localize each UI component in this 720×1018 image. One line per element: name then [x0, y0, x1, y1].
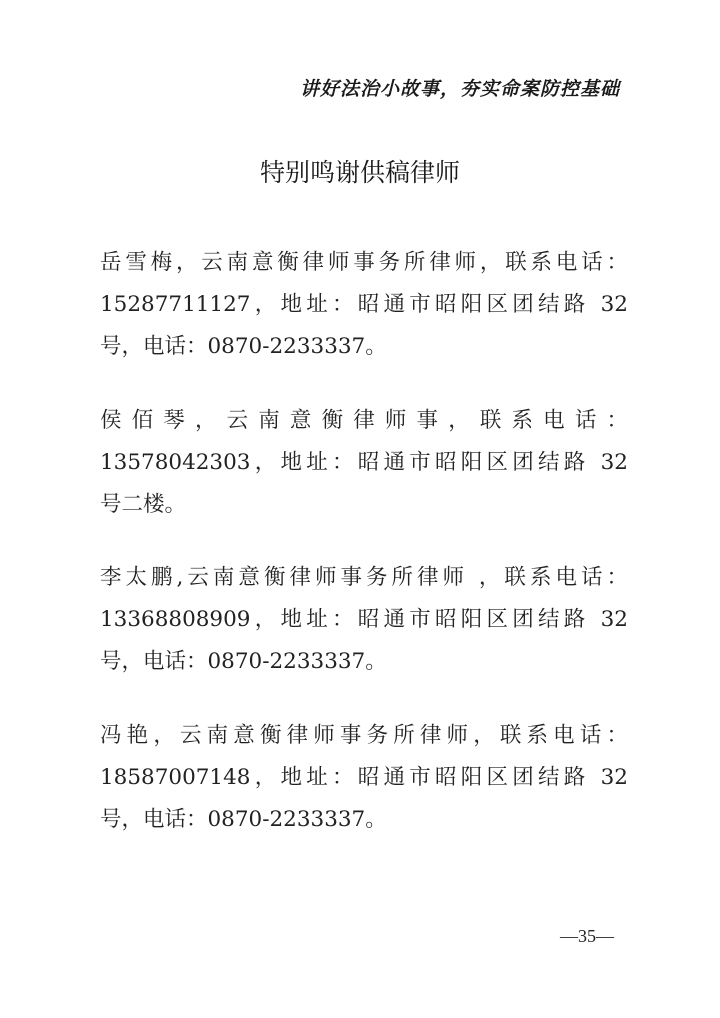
entry-line: 13368808909，地址：昭通市昭阳区团结路 32 — [100, 607, 628, 632]
page-title: 特别鸣谢供稿律师 — [259, 158, 460, 187]
lawyer-entry — [100, 400, 628, 526]
entry-line: 号，电话：0870-2233337。 — [100, 807, 387, 832]
entry-line: 李太鹏,云南意衡律师事务所律师 ，联系电话： — [100, 565, 628, 590]
lawyer-entry — [100, 557, 628, 683]
entry-line: 冯艳，云南意衡律师事务所律师，联系电话： — [100, 723, 628, 748]
entry-line: 侯佰琴，云南意衡律师事，联系电话： — [100, 408, 628, 433]
entry-line: 15287711127，地址：昭通市昭阳区团结路 32 — [100, 292, 628, 317]
entry-line: 18587007148，地址：昭通市昭阳区团结路 32 — [100, 765, 628, 790]
entry-line: 13578042303，地址：昭通市昭阳区团结路 32 — [100, 450, 628, 475]
entry-line: 岳雪梅，云南意衡律师事务所律师，联系电话： — [100, 250, 628, 275]
entry-line: 号，电话：0870-2233337。 — [100, 334, 387, 359]
page-number: —35— — [560, 926, 614, 946]
entry-line: 号二楼。 — [100, 492, 187, 517]
lawyer-entry — [100, 715, 628, 841]
entry-line: 号，电话：0870-2233337。 — [100, 649, 387, 674]
running-header: 讲好法治小故事，夯实命案防控基础 — [299, 78, 620, 100]
lawyer-entry — [100, 242, 628, 368]
